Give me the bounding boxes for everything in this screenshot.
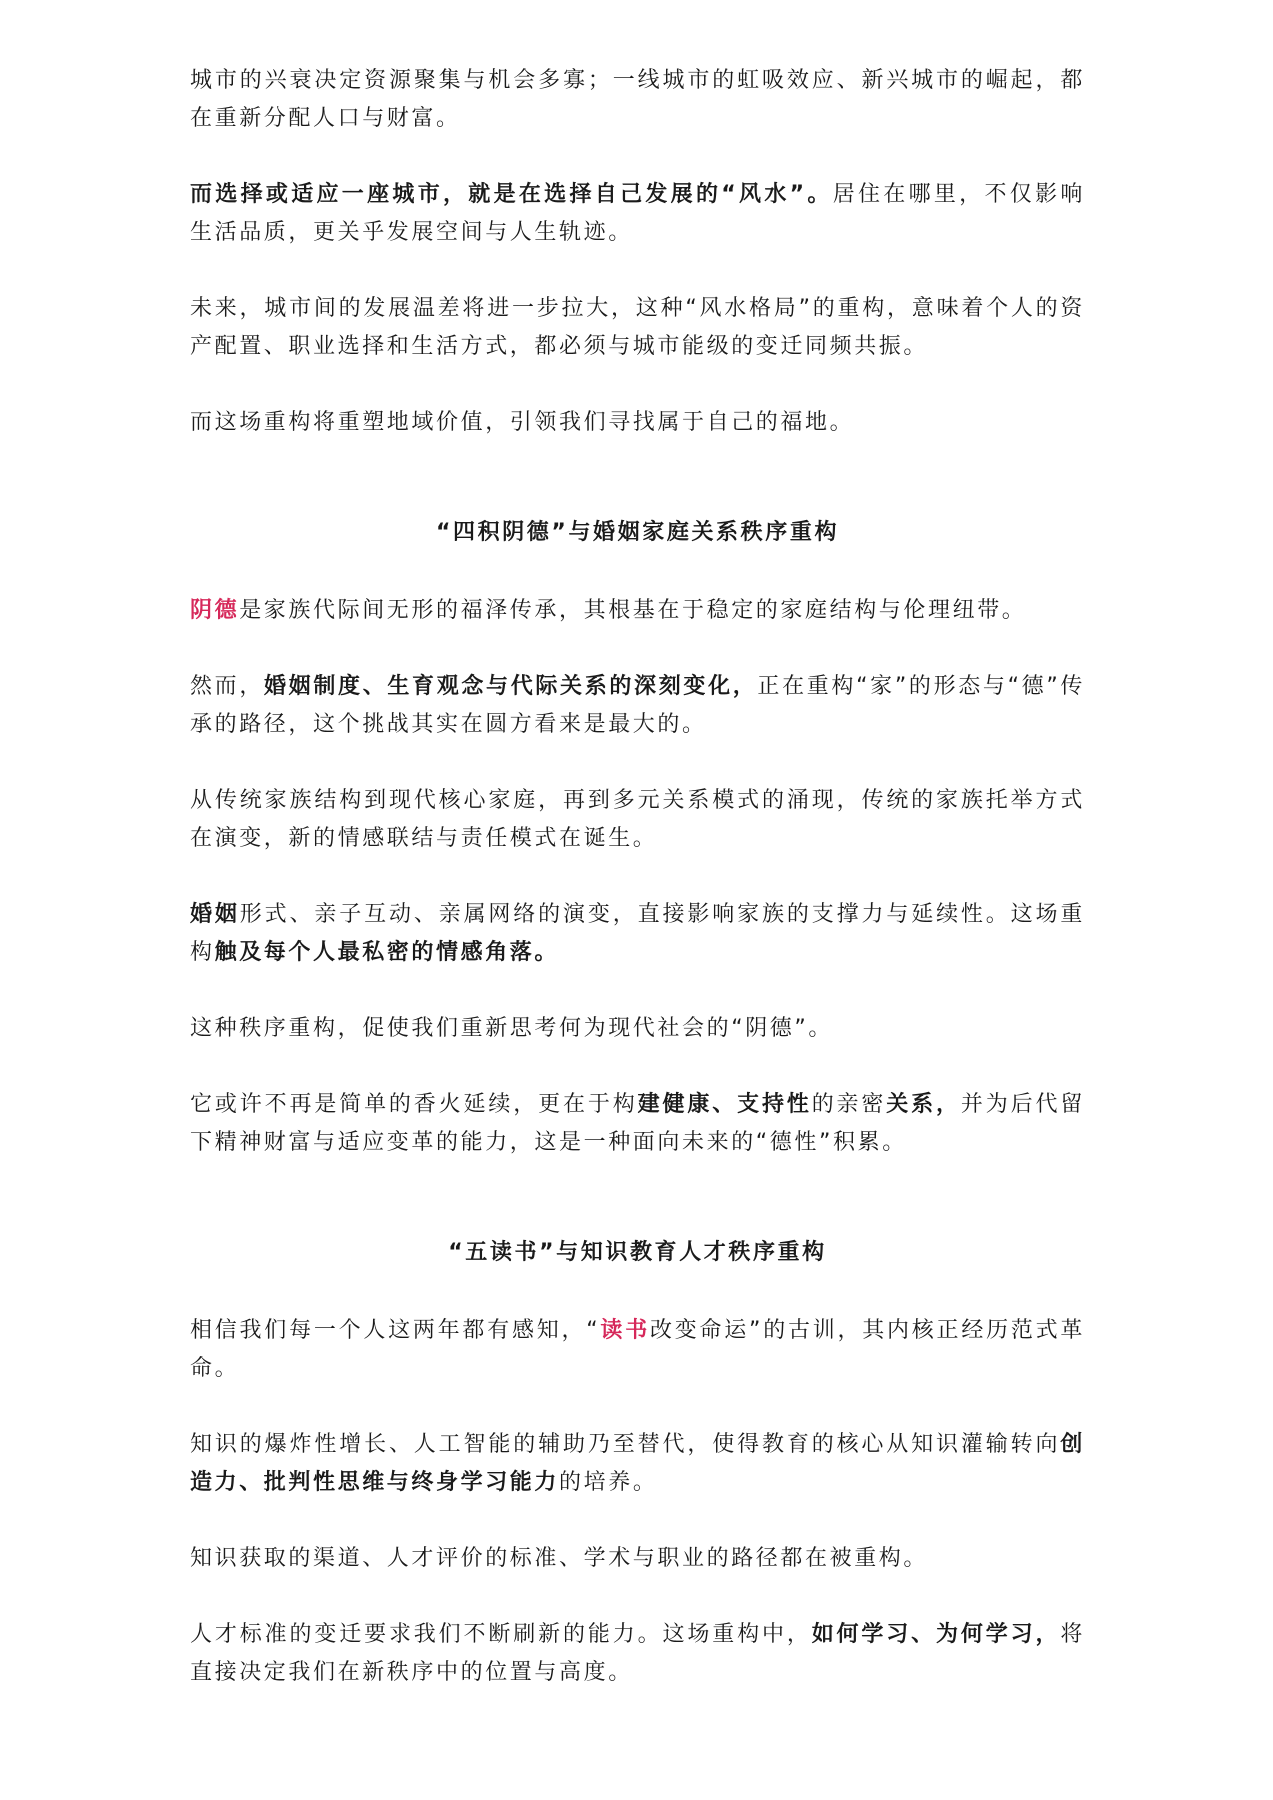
text-run: 这种秩序重构，促使我们重新思考何为现代社会的“阴德”。 (190, 1016, 833, 1041)
text-run: 知识获取的渠道、人才评价的标准、学术与职业的路径都在被重构。 (190, 1546, 929, 1571)
paragraph (190, 1086, 1085, 1162)
text-run: 形式、亲子互动、亲属网络的演变，直接影响家族的支撑力与延续性。这场重构 (190, 902, 1086, 965)
text-run: 人才标准的变迁要求我们不断刷新的能力。这场重构中， (190, 1622, 812, 1647)
bold-run: 婚姻制度、生育观念与代际关系的深刻变化， (264, 674, 758, 699)
section-spacer (190, 1200, 1085, 1234)
section-spacer (190, 480, 1085, 514)
text-run: 城市的兴衰决定资源聚集与机会多寡；一线城市的虹吸效应、新兴城市的崛起，都在重新分配人口与财富。 (190, 68, 1085, 131)
text-run: 从传统家族结构到现代核心家庭，再到多元关系模式的涌现，传统的家族托举方式在演变，新的情感联结与责任模式在诞生。 (190, 788, 1085, 851)
text-run: 改变命运”的古训，其内核正经历范式革命。 (190, 1318, 1085, 1381)
paragraph (190, 782, 1085, 858)
text-run: 是家族代际间无形的福泽传承，其根基在于稳定的家庭结构与伦理纽带。 (239, 598, 1027, 623)
bold-run: 而选择或适应一座城市，就是在选择自己发展的“风水”。 (190, 182, 833, 207)
paragraph (190, 1312, 1085, 1388)
paragraph (190, 1426, 1085, 1502)
section-heading: “四积阴德”与婚姻家庭关系秩序重构 (435, 520, 840, 545)
paragraph (190, 668, 1085, 744)
highlight-keyword: 读书 (600, 1318, 650, 1343)
text-run: 将直接决定我们在新秩序中的位置与高度。 (190, 1622, 1085, 1685)
text-run: 的培养。 (559, 1470, 658, 1495)
paragraph (190, 896, 1085, 972)
text-run: 相信我们每一个人这两年都有感知，“ (190, 1318, 601, 1343)
bold-run: 如何学习、为何学习， (811, 1622, 1061, 1647)
bold-run: 婚姻 (190, 902, 240, 927)
text-run: 而这场重构将重塑地域价值，引领我们寻找属于自己的福地。 (190, 410, 855, 435)
text-run: 知识的爆炸性增长、人工智能的辅助乃至替代，使得教育的核心从知识灌输转向 (190, 1432, 1061, 1457)
section-yinde (190, 514, 1085, 1162)
section-city (190, 62, 1085, 442)
paragraph (190, 176, 1085, 252)
section-reading (190, 1234, 1085, 1692)
paragraph (190, 404, 1085, 442)
highlight-keyword: 阴德 (190, 598, 240, 623)
paragraph (190, 1010, 1085, 1048)
bold-run: 创造力、批判性思维与终身学习能力 (190, 1432, 1085, 1495)
text-run: 然而， (190, 674, 265, 699)
text-run: 未来，城市间的发展温差将进一步拉大，这种“风水格局”的重构，意味着个人的资产配置、职业选择和生活方式，都必须与城市能级的变迁同频共振。 (190, 296, 1085, 359)
paragraph (190, 592, 1085, 630)
bold-run: 触及每个人最私密的情感角落。 (214, 940, 560, 965)
paragraph (190, 62, 1085, 138)
bold-run: 建健康、支持性 (637, 1092, 812, 1117)
section-heading: “五读书”与知识教育人才秩序重构 (448, 1240, 827, 1265)
paragraph (190, 1540, 1085, 1578)
paragraph (190, 1616, 1085, 1692)
text-run: 居住在哪里，不仅影响生活品质，更关乎发展空间与人生轨迹。 (190, 182, 1085, 245)
text-run: 的亲密 (811, 1092, 887, 1117)
text-run: 正在重构“家”的形态与“德”传承的路径，这个挑战其实在圆方看来是最大的。 (190, 674, 1085, 737)
article-body (190, 62, 1085, 1730)
text-run: 它或许不再是简单的香火延续，更在于构 (190, 1092, 638, 1117)
bold-run: 关系， (886, 1092, 961, 1117)
text-run: 并为后代留下精神财富与适应变革的能力，这是一种面向未来的“德性”积累。 (190, 1092, 1085, 1155)
paragraph (190, 290, 1085, 366)
